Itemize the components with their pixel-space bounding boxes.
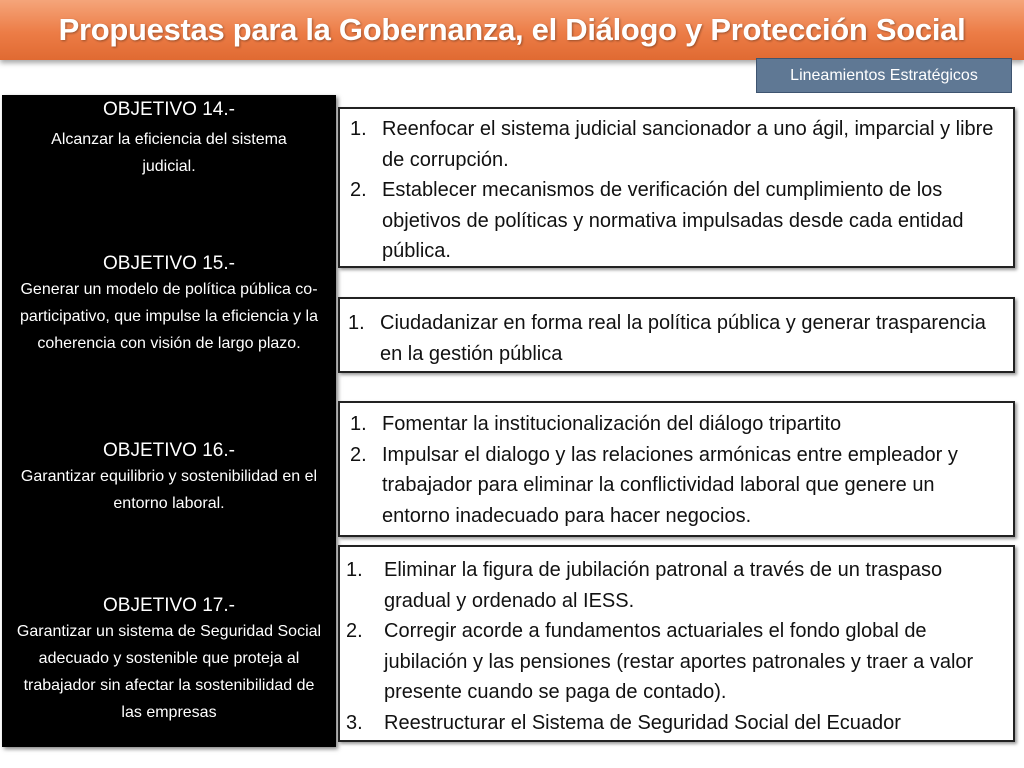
list-text: Impulsar el dialogo y las relaciones armónicas entre empleador y trabajador para eliminar la conflictividad laboral que genere un entorno inadecuado para hacer negocios. [382, 443, 958, 527]
list-number: 1. [348, 312, 365, 334]
list-number: 2. [350, 443, 367, 466]
list-text: Reestructurar el Sistema de Seguridad Social del Ecuador [384, 711, 901, 734]
list-text: Reenfocar el sistema judicial sancionador a uno ágil, imparcial y libre de corrupción. [382, 118, 994, 171]
list-text: Corregir acorde a fundamentos actuariales el fondo global de jubilación y las pensiones (restar aportes patronales y traer a valor presente cuando se paga de contado). [384, 620, 974, 703]
list-number: 2. [350, 179, 367, 201]
list-item [340, 708, 991, 739]
objective-heading: OBJETIVO 16.- [103, 440, 235, 461]
lineamientos-box-17 [338, 545, 1015, 742]
list-item [340, 616, 991, 708]
page-title: Propuestas para la Gobernanza, el Diálogo y Protección Social [58, 12, 966, 47]
list-item [342, 440, 999, 532]
section-badge: Lineamientos Estratégicos [756, 58, 1012, 93]
list-text: Eliminar la figura de jubilación patronal a través de un traspaso gradual y ordenado al IESS. [384, 559, 943, 612]
lineamientos-box-14 [338, 107, 1015, 268]
objective-heading: OBJETIVO 17.- [103, 595, 235, 616]
list-item [342, 114, 1003, 175]
objective-description: Generar un modelo de política pública co-participativo, que impulse la eficiencia y la coherencia con visión de largo plazo. [20, 281, 318, 352]
title-bar [0, 0, 1024, 60]
objective-description: Alcanzar la eficiencia del sistema judicial. [51, 131, 287, 175]
objectives-column [2, 95, 336, 747]
objective-14 [2, 98, 336, 180]
list-item [340, 308, 1003, 369]
list-number: 1. [350, 118, 367, 140]
list-text: Fomentar la institucionalización del diálogo tripartito [382, 413, 842, 435]
list-text: Ciudadanizar en forma real la política pública y generar trasparencia en la gestión pública [380, 312, 986, 365]
objective-17 [2, 594, 336, 726]
objective-16 [2, 439, 336, 517]
objective-heading: OBJETIVO 15.- [103, 253, 235, 274]
lineamientos-box-15 [338, 297, 1015, 373]
list-number: 1. [350, 413, 367, 435]
list-number: 2. [346, 620, 363, 642]
objective-15 [2, 252, 336, 357]
lineamientos-box-16 [338, 401, 1015, 537]
list-number: 1. [346, 559, 363, 581]
list-number: 3. [346, 711, 363, 734]
objective-description: Garantizar un sistema de Seguridad Social adecuado y sostenible que proteja al trabajador sin afectar la sostenibilidad de las empresas [16, 623, 322, 721]
list-text: Establecer mecanismos de verificación del cumplimiento de los objetivos de políticas y normativa impulsadas desde cada entidad pública. [382, 179, 964, 262]
list-item [342, 175, 1003, 267]
list-item [342, 409, 999, 440]
list-item [340, 555, 991, 616]
objective-heading: OBJETIVO 14.- [103, 99, 235, 120]
objective-description: Garantizar equilibrio y sostenibilidad en el entorno laboral. [20, 468, 318, 512]
